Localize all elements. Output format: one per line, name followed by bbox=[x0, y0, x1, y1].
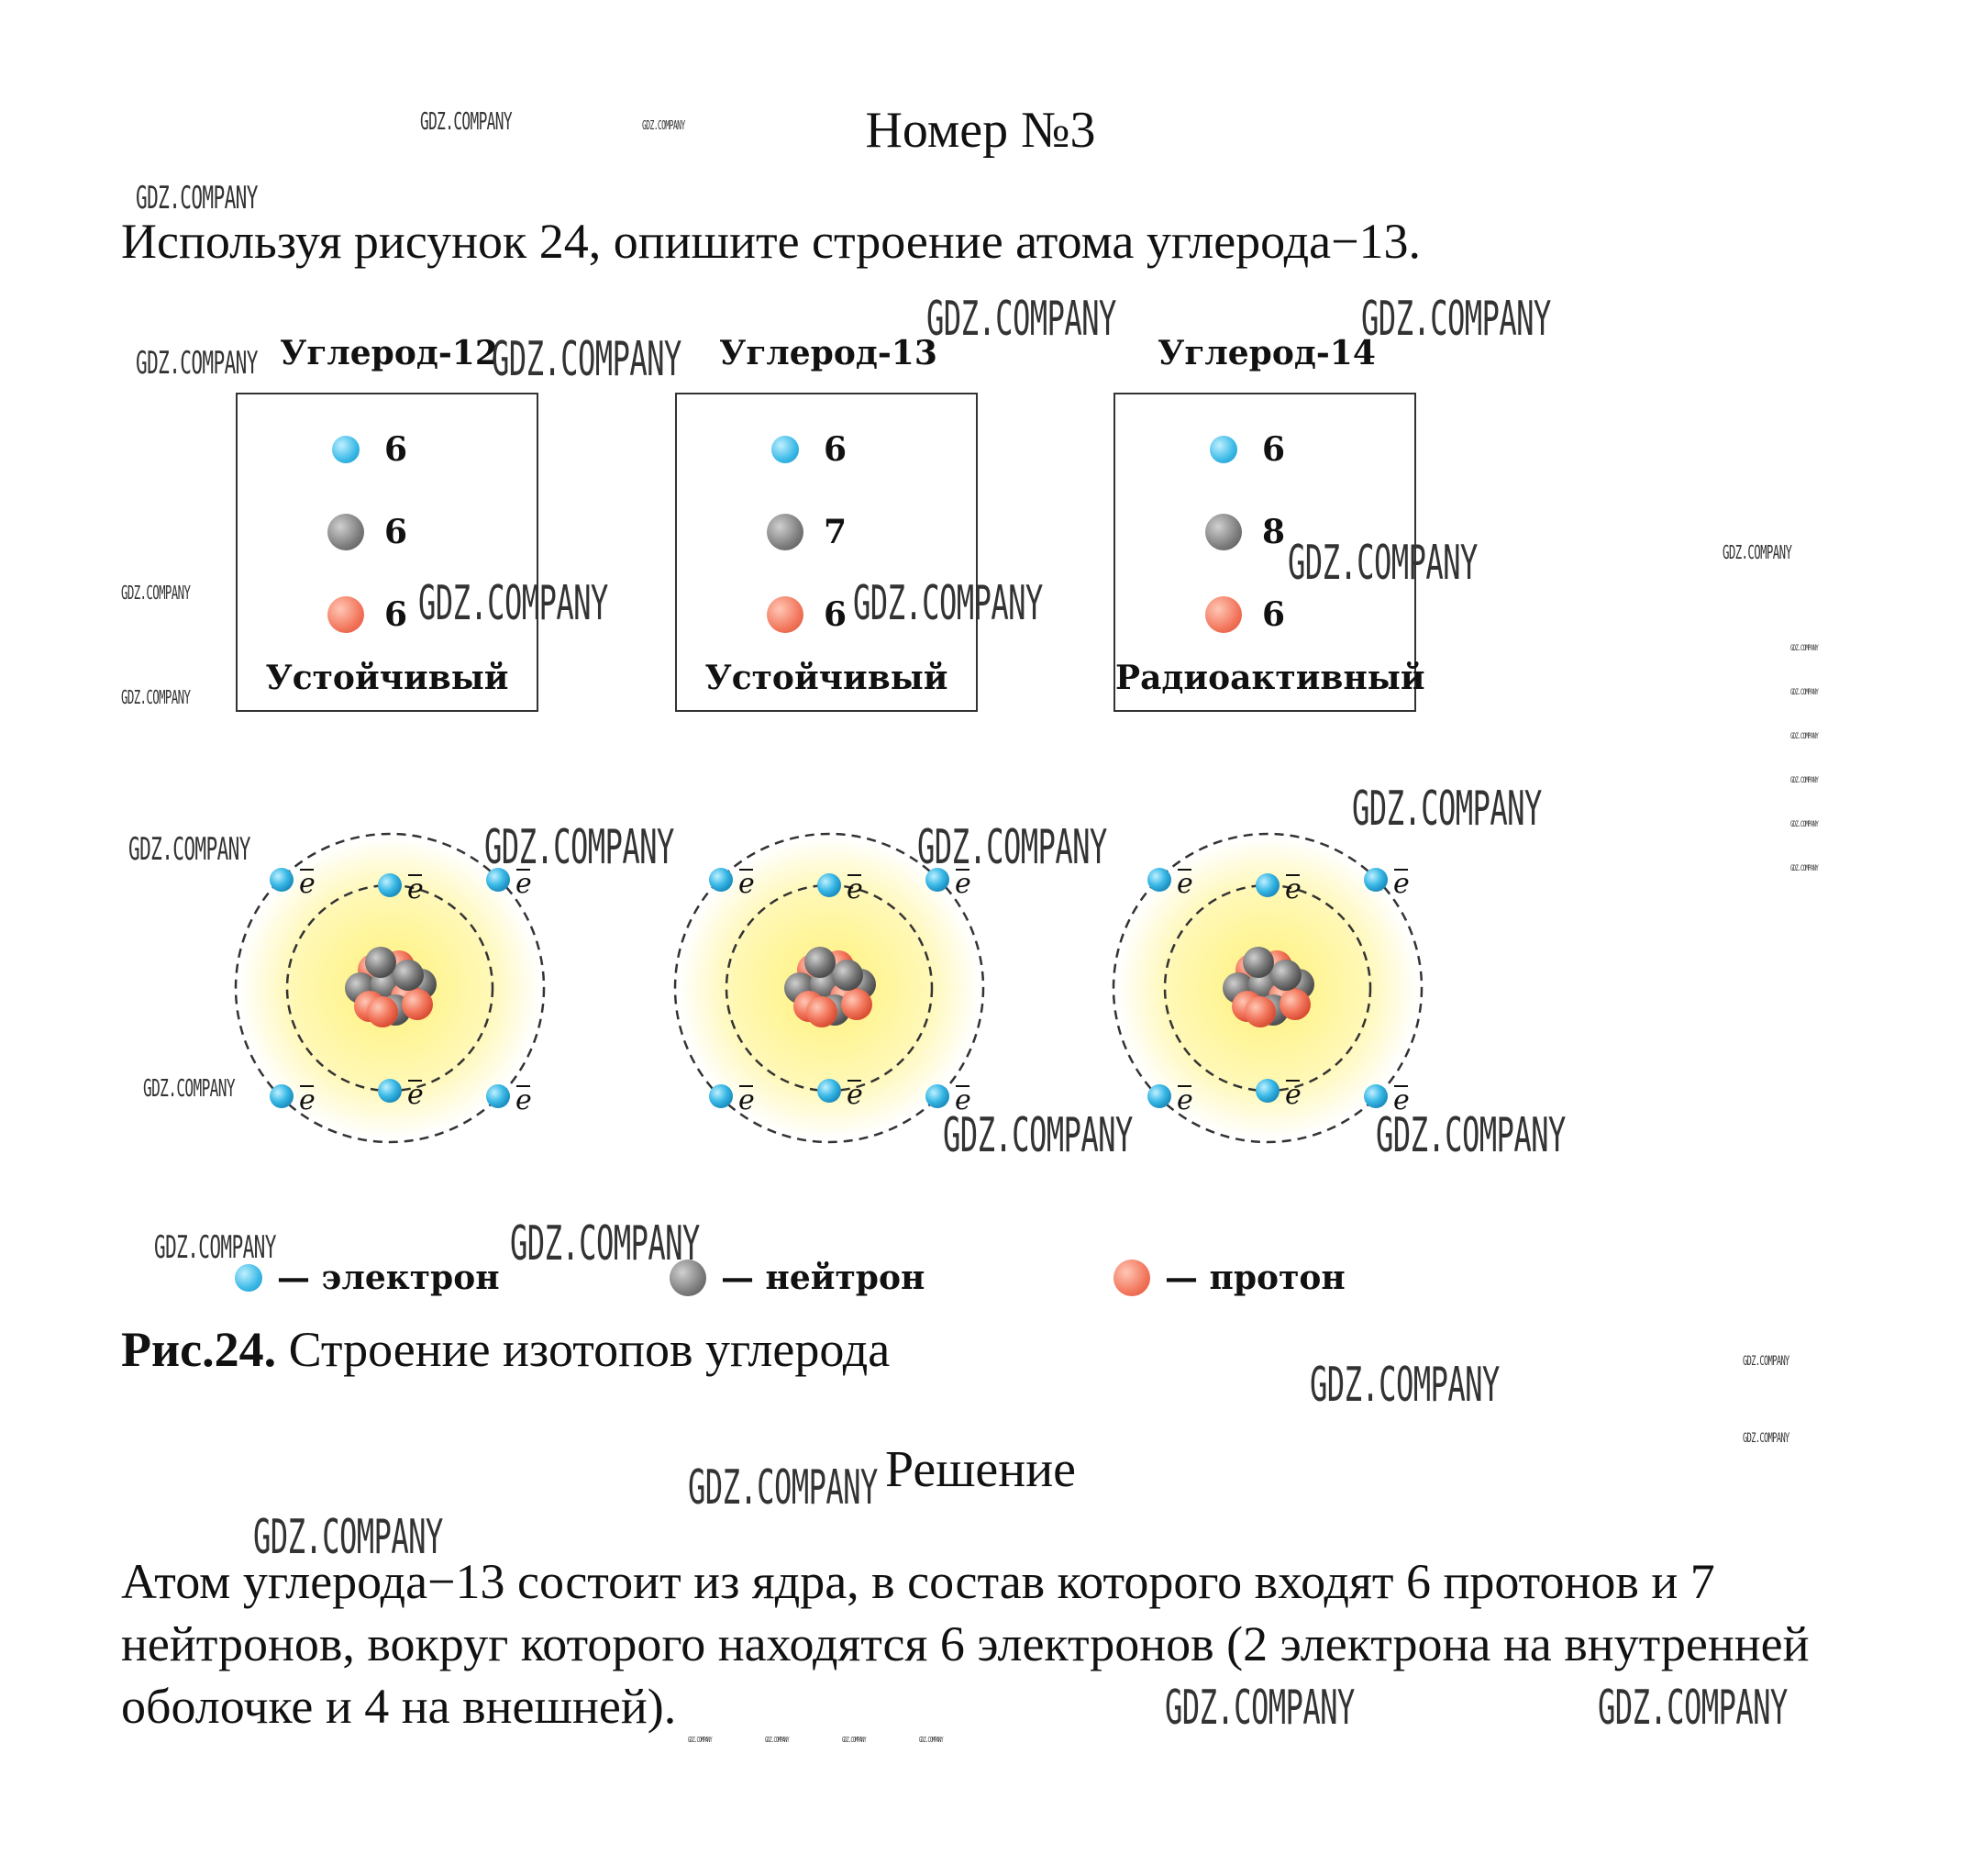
electron-particle bbox=[270, 1084, 294, 1108]
watermark: GDZ.COMPANY bbox=[154, 1229, 276, 1266]
watermark: GDZ.COMPANY bbox=[917, 820, 1107, 875]
electron-particle bbox=[1256, 1079, 1280, 1103]
electron-particle bbox=[709, 868, 733, 892]
atom-diagram-c12 bbox=[229, 827, 550, 1149]
watermark: GDZ.COMPANY bbox=[136, 180, 258, 216]
watermark: GDZ.COMPANY bbox=[418, 576, 608, 631]
electron-count: 6 bbox=[824, 430, 848, 469]
watermark: GDZ.COMPANY bbox=[926, 292, 1116, 347]
proton-particle bbox=[841, 989, 872, 1020]
proton-particle bbox=[367, 996, 398, 1027]
watermark: GDZ.COMPANY bbox=[1743, 1354, 1789, 1369]
electron-symbol: e bbox=[407, 873, 424, 905]
electron-symbol: e bbox=[1393, 868, 1410, 900]
electron-symbol: e bbox=[1285, 873, 1302, 905]
electron-row bbox=[327, 429, 407, 470]
electron-symbol: e bbox=[1177, 1084, 1193, 1116]
electron-symbol: e bbox=[515, 868, 532, 900]
electron-symbol: e bbox=[515, 1084, 532, 1116]
neutron-row bbox=[767, 512, 847, 552]
proton-row bbox=[1205, 594, 1285, 635]
neutron-count: 6 bbox=[384, 513, 408, 551]
watermark: GDZ.COMPANY bbox=[1361, 292, 1551, 347]
neutron-row bbox=[1205, 512, 1285, 552]
watermark: GDZ.COMPANY bbox=[688, 1460, 878, 1515]
stability-label: Устойчивый bbox=[704, 659, 948, 697]
electron-icon bbox=[771, 436, 799, 463]
figure-caption bbox=[121, 1321, 890, 1378]
neutron-count: 7 bbox=[824, 513, 848, 551]
electron-icon bbox=[332, 436, 360, 463]
electron-symbol: e bbox=[1285, 1079, 1302, 1111]
proton-icon bbox=[1205, 596, 1242, 633]
neutron-particle bbox=[365, 947, 396, 978]
legend-electron-label: — электрон bbox=[277, 1259, 500, 1297]
electron-count: 6 bbox=[1262, 430, 1286, 469]
legend-proton bbox=[1113, 1259, 1346, 1297]
neutron-row bbox=[327, 512, 407, 552]
watermark: GDZ.COMPANY bbox=[121, 582, 191, 604]
proton-particle bbox=[806, 996, 837, 1027]
proton-count: 6 bbox=[1262, 595, 1286, 634]
watermark: GDZ.COMPANY bbox=[1352, 782, 1542, 837]
proton-particle bbox=[1280, 989, 1311, 1020]
figure-caption-label: Рис.24. bbox=[121, 1322, 277, 1377]
proton-icon bbox=[1113, 1260, 1150, 1296]
watermark: GDZ.COMPANY bbox=[1376, 1108, 1566, 1163]
stability-label: Радиоактивный bbox=[1115, 659, 1425, 697]
neutron-particle bbox=[804, 947, 836, 978]
neutron-icon bbox=[327, 514, 364, 550]
electron-particle bbox=[378, 873, 402, 897]
neutron-icon bbox=[1205, 514, 1242, 550]
watermark: GDZ.COMPANY bbox=[919, 1736, 944, 1744]
watermark: GDZ.COMPANY bbox=[1790, 688, 1819, 697]
electron-particle bbox=[486, 1084, 510, 1108]
watermark: GDZ.COMPANY bbox=[1598, 1681, 1788, 1736]
electron-symbol: e bbox=[299, 1084, 316, 1116]
watermark: GDZ.COMPANY bbox=[143, 1075, 235, 1103]
neutron-count: 8 bbox=[1262, 513, 1286, 551]
neutron-particle bbox=[393, 960, 424, 991]
watermark: GDZ.COMPANY bbox=[1790, 776, 1819, 785]
electron-particle bbox=[709, 1084, 733, 1108]
watermark: GDZ.COMPANY bbox=[1790, 820, 1819, 829]
proton-icon bbox=[767, 596, 803, 633]
electron-row bbox=[767, 429, 847, 470]
electron-particle bbox=[1364, 868, 1388, 892]
electron-symbol: e bbox=[847, 873, 863, 905]
electron-particle bbox=[1364, 1084, 1388, 1108]
task-text: Используя рисунок 24, опишите строение атома углерода−13. bbox=[121, 214, 1422, 269]
watermark: GDZ.COMPANY bbox=[253, 1510, 443, 1565]
isotope-box-c13 bbox=[675, 393, 978, 712]
stability-label: Устойчивый bbox=[265, 659, 509, 697]
electron-count: 6 bbox=[384, 430, 408, 469]
watermark: GDZ.COMPANY bbox=[1790, 732, 1819, 741]
atom-diagram-c14 bbox=[1107, 827, 1428, 1149]
isotope-label-c13: Углерод-13 bbox=[719, 334, 937, 372]
watermark: GDZ.COMPANY bbox=[842, 1736, 867, 1744]
electron-icon bbox=[235, 1264, 262, 1292]
watermark: GDZ.COMPANY bbox=[128, 831, 250, 868]
electron-particle bbox=[1256, 873, 1280, 897]
legend-neutron bbox=[670, 1259, 925, 1297]
electron-symbol: e bbox=[955, 1084, 971, 1116]
electron-symbol: e bbox=[955, 868, 971, 900]
electron-symbol: e bbox=[1177, 868, 1193, 900]
neutron-icon bbox=[767, 514, 803, 550]
watermark: GDZ.COMPANY bbox=[765, 1736, 790, 1744]
watermark: GDZ.COMPANY bbox=[1288, 536, 1478, 591]
watermark: GDZ.COMPANY bbox=[688, 1736, 713, 1744]
watermark: GDZ.COMPANY bbox=[1310, 1358, 1500, 1413]
proton-particle bbox=[402, 989, 433, 1020]
solution-text: Атом углерода−13 состоит из ядра, в состав которого входят 6 протонов и 7 нейтронов, вокруг которого находятся 6 электронов (2 электрона на внутренней оболочке и 4 на внешней). bbox=[121, 1554, 1810, 1734]
watermark: GDZ.COMPANY bbox=[510, 1216, 700, 1271]
watermark: GDZ.COMPANY bbox=[420, 108, 512, 136]
neutron-particle bbox=[1270, 960, 1302, 991]
watermark: GDZ.COMPANY bbox=[1723, 541, 1792, 563]
watermark: GDZ.COMPANY bbox=[853, 576, 1043, 631]
electron-symbol: e bbox=[1393, 1084, 1410, 1116]
electron-particle bbox=[1147, 868, 1171, 892]
electron-icon bbox=[1210, 436, 1237, 463]
watermark: GDZ.COMPANY bbox=[1790, 644, 1819, 653]
isotope-label-c14: Углерод-14 bbox=[1158, 334, 1376, 372]
solution-title: Решение bbox=[884, 1441, 1077, 1498]
electron-particle bbox=[270, 868, 294, 892]
watermark: GDZ.COMPANY bbox=[484, 820, 674, 875]
proton-particle bbox=[1245, 996, 1276, 1027]
legend-proton-label: — протон bbox=[1165, 1259, 1346, 1297]
neutron-particle bbox=[1243, 947, 1274, 978]
isotope-label-c12: Углерод-12 bbox=[280, 334, 498, 372]
watermark: GDZ.COMPANY bbox=[1790, 864, 1819, 873]
watermark: GDZ.COMPANY bbox=[1743, 1431, 1789, 1446]
electron-particle bbox=[378, 1079, 402, 1103]
neutron-particle bbox=[832, 960, 863, 991]
figure-caption-text: Строение изотопов углерода bbox=[276, 1322, 891, 1377]
electron-symbol: e bbox=[738, 1084, 755, 1116]
proton-icon bbox=[327, 596, 364, 633]
electron-symbol: e bbox=[738, 868, 755, 900]
legend-neutron-label: — нейтрон bbox=[721, 1259, 925, 1297]
proton-count: 6 bbox=[384, 595, 408, 634]
atom-diagram-c13 bbox=[669, 827, 990, 1149]
watermark: GDZ.COMPANY bbox=[136, 345, 258, 382]
electron-particle bbox=[925, 1084, 949, 1108]
page-title: Номер №3 bbox=[865, 102, 1096, 159]
electron-particle bbox=[817, 873, 841, 897]
watermark: GDZ.COMPANY bbox=[642, 119, 685, 133]
isotope-box-c12 bbox=[236, 393, 538, 712]
electron-row bbox=[1205, 429, 1285, 470]
electron-symbol: e bbox=[299, 868, 316, 900]
proton-count: 6 bbox=[824, 595, 848, 634]
proton-row bbox=[327, 594, 407, 635]
watermark: GDZ.COMPANY bbox=[943, 1108, 1133, 1163]
electron-particle bbox=[817, 1079, 841, 1103]
watermark: GDZ.COMPANY bbox=[1165, 1681, 1355, 1736]
watermark: GDZ.COMPANY bbox=[492, 332, 681, 387]
electron-particle bbox=[1147, 1084, 1171, 1108]
proton-row bbox=[767, 594, 847, 635]
electron-symbol: e bbox=[847, 1079, 863, 1111]
electron-symbol: e bbox=[407, 1079, 424, 1111]
watermark: GDZ.COMPANY bbox=[121, 686, 191, 708]
